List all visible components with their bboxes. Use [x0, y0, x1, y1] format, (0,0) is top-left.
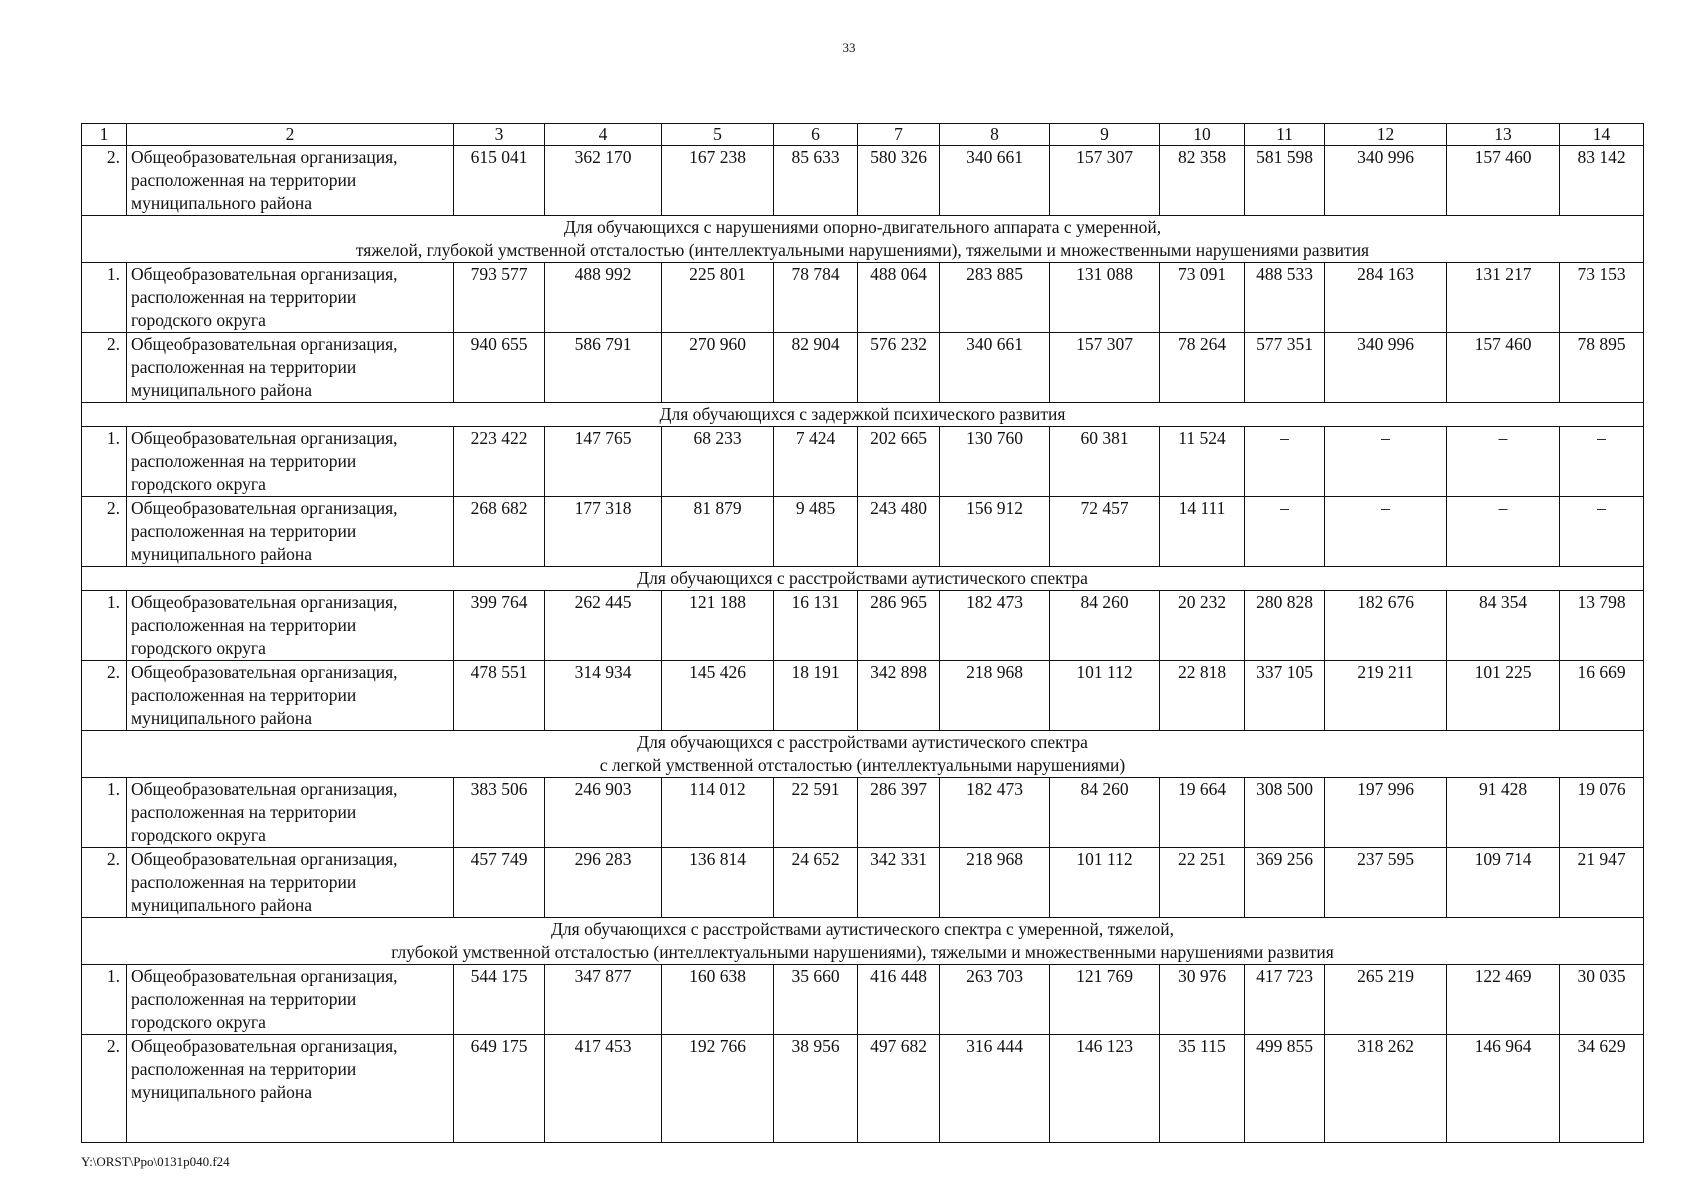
value-cell: 337 105 [1245, 661, 1325, 731]
org-name-line: Общеобразовательная организация, [131, 147, 398, 167]
value-cell: 362 170 [545, 146, 662, 216]
value-cell: 340 996 [1325, 333, 1447, 403]
org-name-line: Общеобразовательная организация, [131, 966, 398, 986]
value-cell: 84 260 [1050, 778, 1160, 848]
section-header-row [82, 567, 1644, 591]
org-name-line: Общеобразовательная организация, [131, 662, 398, 682]
value-cell: 369 256 [1245, 848, 1325, 918]
value-cell: 284 163 [1325, 263, 1447, 333]
value-cell: 73 091 [1160, 263, 1245, 333]
value-cell: 457 749 [454, 848, 545, 918]
value-cell: 16 131 [774, 591, 858, 661]
org-name-cell [127, 778, 454, 848]
value-cell: 20 232 [1160, 591, 1245, 661]
value-cell: 197 996 [1325, 778, 1447, 848]
column-header: 13 [1447, 124, 1560, 146]
value-cell: 286 397 [858, 778, 940, 848]
value-cell: 160 638 [662, 965, 774, 1035]
value-cell: 131 217 [1447, 263, 1560, 333]
value-cell: 497 682 [858, 1035, 940, 1143]
section-title-line: с легкой умственной отсталостью (интеллектуальными нарушениями) [599, 755, 1126, 775]
value-cell: 340 996 [1325, 146, 1447, 216]
value-cell: 22 251 [1160, 848, 1245, 918]
value-cell: 347 877 [545, 965, 662, 1035]
org-name-cell [127, 497, 454, 567]
value-cell: 182 473 [940, 778, 1050, 848]
value-cell: 122 469 [1447, 965, 1560, 1035]
org-name-line: расположенная на территории [131, 521, 357, 541]
org-name-line: городского округа [131, 825, 266, 845]
value-cell: 7 424 [774, 427, 858, 497]
table-row [82, 778, 1644, 848]
value-cell: 280 828 [1245, 591, 1325, 661]
section-header-row [82, 403, 1644, 427]
value-cell: 19 076 [1560, 778, 1644, 848]
table-row [82, 146, 1644, 216]
value-cell: 940 655 [454, 333, 545, 403]
value-cell: 38 956 [774, 1035, 858, 1143]
section-title-cell [82, 731, 1644, 778]
column-header: 9 [1050, 124, 1160, 146]
value-cell: 218 968 [940, 661, 1050, 731]
value-cell: 114 012 [662, 778, 774, 848]
row-index: 2. [82, 661, 127, 731]
value-cell: 167 238 [662, 146, 774, 216]
value-cell: 296 283 [545, 848, 662, 918]
value-cell: 21 947 [1560, 848, 1644, 918]
org-name-cell [127, 333, 454, 403]
page-number: 33 [842, 40, 856, 55]
org-name-line: расположенная на территории [131, 989, 357, 1009]
column-header: 4 [545, 124, 662, 146]
value-cell: 202 665 [858, 427, 940, 497]
value-cell: 101 112 [1050, 661, 1160, 731]
header-row [82, 124, 1644, 146]
org-name-line: расположенная на территории [131, 170, 357, 190]
value-cell: 16 669 [1560, 661, 1644, 731]
value-cell: 580 326 [858, 146, 940, 216]
row-index: 2. [82, 848, 127, 918]
value-cell: 13 798 [1560, 591, 1644, 661]
section-title-line: глубокой умственной отсталостью (интеллектуальными нарушениями), тяжелыми и множественными нарушениями развития [391, 942, 1334, 962]
org-name-cell [127, 591, 454, 661]
value-cell: 136 814 [662, 848, 774, 918]
section-title-line: Для обучающихся с расстройствами аутистического спектра [637, 732, 1088, 752]
value-cell: 218 968 [940, 848, 1050, 918]
section-header-row [82, 731, 1644, 778]
org-name-line: Общеобразовательная организация, [131, 498, 398, 518]
value-cell: 22 591 [774, 778, 858, 848]
value-cell: – [1325, 427, 1447, 497]
row-index: 1. [82, 591, 127, 661]
value-cell: 488 064 [858, 263, 940, 333]
column-header: 7 [858, 124, 940, 146]
org-name-cell [127, 146, 454, 216]
value-cell: 156 912 [940, 497, 1050, 567]
row-index: 2. [82, 146, 127, 216]
org-name-line: расположенная на территории [131, 357, 357, 377]
value-cell: – [1560, 427, 1644, 497]
org-name-line: Общеобразовательная организация, [131, 1036, 398, 1056]
value-cell: 246 903 [545, 778, 662, 848]
value-cell: 84 354 [1447, 591, 1560, 661]
column-header: 2 [127, 124, 454, 146]
value-cell: 101 225 [1447, 661, 1560, 731]
org-name-line: расположенная на территории [131, 287, 357, 307]
org-name-line: Общеобразовательная организация, [131, 592, 398, 612]
org-name-line: городского округа [131, 1012, 266, 1032]
value-cell: 340 661 [940, 333, 1050, 403]
value-cell: 109 714 [1447, 848, 1560, 918]
value-cell: 182 473 [940, 591, 1050, 661]
value-cell: 262 445 [545, 591, 662, 661]
value-cell: 157 460 [1447, 146, 1560, 216]
org-name-cell [127, 848, 454, 918]
org-name-cell [127, 263, 454, 333]
value-cell: 286 965 [858, 591, 940, 661]
value-cell: 219 211 [1325, 661, 1447, 731]
value-cell: 73 153 [1560, 263, 1644, 333]
value-cell: 85 633 [774, 146, 858, 216]
file-path: Y:\ORST\Ppo\0131p040.f24 [81, 1154, 230, 1169]
value-cell: 60 381 [1050, 427, 1160, 497]
value-cell: 130 760 [940, 427, 1050, 497]
column-header: 1 [82, 124, 127, 146]
value-cell: – [1245, 427, 1325, 497]
org-name-line: муниципального района [131, 193, 313, 213]
column-header: 6 [774, 124, 858, 146]
section-title-cell [82, 918, 1644, 965]
value-cell: 544 175 [454, 965, 545, 1035]
value-cell: 308 500 [1245, 778, 1325, 848]
row-index: 1. [82, 965, 127, 1035]
org-name-line: Общеобразовательная организация, [131, 849, 398, 869]
value-cell: 316 444 [940, 1035, 1050, 1143]
value-cell: 177 318 [545, 497, 662, 567]
value-cell: 499 855 [1245, 1035, 1325, 1143]
org-name-line: муниципального района [131, 1082, 313, 1102]
value-cell: 237 595 [1325, 848, 1447, 918]
org-name-line: расположенная на территории [131, 872, 357, 892]
org-name-cell [127, 965, 454, 1035]
column-header: 10 [1160, 124, 1245, 146]
value-cell: 131 088 [1050, 263, 1160, 333]
org-name-cell [127, 427, 454, 497]
org-name-line: муниципального района [131, 708, 313, 728]
column-header: 8 [940, 124, 1050, 146]
value-cell: 383 506 [454, 778, 545, 848]
section-title-cell [82, 216, 1644, 263]
section-title-cell [82, 567, 1644, 591]
value-cell: 35 115 [1160, 1035, 1245, 1143]
value-cell: 225 801 [662, 263, 774, 333]
value-cell: 649 175 [454, 1035, 545, 1143]
row-index: 2. [82, 497, 127, 567]
value-cell: 793 577 [454, 263, 545, 333]
table-row [82, 661, 1644, 731]
org-name-line: муниципального района [131, 895, 313, 915]
value-cell: 417 723 [1245, 965, 1325, 1035]
value-cell: 157 307 [1050, 146, 1160, 216]
column-header: 5 [662, 124, 774, 146]
table-row [82, 848, 1644, 918]
column-header: 11 [1245, 124, 1325, 146]
value-cell: 121 188 [662, 591, 774, 661]
value-cell: 146 964 [1447, 1035, 1560, 1143]
value-cell: 283 885 [940, 263, 1050, 333]
value-cell: 78 895 [1560, 333, 1644, 403]
column-header: 14 [1560, 124, 1644, 146]
value-cell: 342 331 [858, 848, 940, 918]
table-row [82, 965, 1644, 1035]
value-cell: 576 232 [858, 333, 940, 403]
org-name-line: городского округа [131, 638, 266, 658]
section-title-line: Для обучающихся с расстройствами аутистического спектра с умеренной, тяжелой, [551, 919, 1174, 939]
table-row [82, 263, 1644, 333]
section-title-line: Для обучающихся с задержкой психического развития [659, 404, 1066, 424]
value-cell: 577 351 [1245, 333, 1325, 403]
value-cell: 78 784 [774, 263, 858, 333]
org-name-line: Общеобразовательная организация, [131, 779, 398, 799]
row-index: 1. [82, 427, 127, 497]
value-cell: – [1447, 427, 1560, 497]
row-index: 1. [82, 778, 127, 848]
org-name-line: муниципального района [131, 380, 313, 400]
value-cell: 81 879 [662, 497, 774, 567]
value-cell: 72 457 [1050, 497, 1160, 567]
section-header-row [82, 918, 1644, 965]
value-cell: 399 764 [454, 591, 545, 661]
value-cell: 84 260 [1050, 591, 1160, 661]
table-row [82, 1035, 1644, 1143]
org-name-line: Общеобразовательная организация, [131, 264, 398, 284]
value-cell: 24 652 [774, 848, 858, 918]
value-cell: – [1325, 497, 1447, 567]
section-title-line: Для обучающихся с расстройствами аутистического спектра [637, 568, 1088, 588]
value-cell: 615 041 [454, 146, 545, 216]
value-cell: 182 676 [1325, 591, 1447, 661]
section-title-line: Для обучающихся с нарушениями опорно-двигательного аппарата с умеренной, [563, 217, 1162, 237]
value-cell: – [1447, 497, 1560, 567]
org-name-cell [127, 661, 454, 731]
row-index: 2. [82, 333, 127, 403]
value-cell: 318 262 [1325, 1035, 1447, 1143]
table-row [82, 591, 1644, 661]
value-cell: 223 422 [454, 427, 545, 497]
value-cell: 157 307 [1050, 333, 1160, 403]
section-title-line: тяжелой, глубокой умственной отсталостью (интеллектуальными нарушениями), тяжелыми и множественными нарушениями развития [355, 240, 1370, 260]
value-cell: 9 485 [774, 497, 858, 567]
table-row [82, 497, 1644, 567]
value-cell: 417 453 [545, 1035, 662, 1143]
data-table [81, 123, 1644, 1143]
value-cell: 146 123 [1050, 1035, 1160, 1143]
section-header-row [82, 216, 1644, 263]
value-cell: 488 533 [1245, 263, 1325, 333]
org-name-line: расположенная на территории [131, 1059, 357, 1079]
value-cell: 82 904 [774, 333, 858, 403]
value-cell: 157 460 [1447, 333, 1560, 403]
value-cell: 30 035 [1560, 965, 1644, 1035]
value-cell: 263 703 [940, 965, 1050, 1035]
table-row [82, 427, 1644, 497]
value-cell: 243 480 [858, 497, 940, 567]
section-title-cell [82, 403, 1644, 427]
org-name-line: Общеобразовательная организация, [131, 334, 398, 354]
value-cell: 478 551 [454, 661, 545, 731]
org-name-line: муниципального района [131, 544, 313, 564]
org-name-line: расположенная на территории [131, 802, 357, 822]
value-cell: 586 791 [545, 333, 662, 403]
org-name-cell [127, 1035, 454, 1143]
org-name-line: городского округа [131, 474, 266, 494]
org-name-line: расположенная на территории [131, 685, 357, 705]
value-cell: 581 598 [1245, 146, 1325, 216]
org-name-line: городского округа [131, 310, 266, 330]
value-cell: 34 629 [1560, 1035, 1644, 1143]
value-cell: 314 934 [545, 661, 662, 731]
column-header: 12 [1325, 124, 1447, 146]
value-cell: 14 111 [1160, 497, 1245, 567]
value-cell: – [1560, 497, 1644, 567]
value-cell: 91 428 [1447, 778, 1560, 848]
value-cell: 35 660 [774, 965, 858, 1035]
value-cell: 82 358 [1160, 146, 1245, 216]
value-cell: 101 112 [1050, 848, 1160, 918]
value-cell: 416 448 [858, 965, 940, 1035]
org-name-line: расположенная на территории [131, 615, 357, 635]
value-cell: 19 664 [1160, 778, 1245, 848]
value-cell: 121 769 [1050, 965, 1160, 1035]
value-cell: 18 191 [774, 661, 858, 731]
value-cell: 342 898 [858, 661, 940, 731]
column-header: 3 [454, 124, 545, 146]
value-cell: 147 765 [545, 427, 662, 497]
value-cell: 488 992 [545, 263, 662, 333]
value-cell: 265 219 [1325, 965, 1447, 1035]
value-cell: 30 976 [1160, 965, 1245, 1035]
org-name-line: Общеобразовательная организация, [131, 428, 398, 448]
value-cell: 268 682 [454, 497, 545, 567]
value-cell: 145 426 [662, 661, 774, 731]
value-cell: 68 233 [662, 427, 774, 497]
row-index: 1. [82, 263, 127, 333]
table-row [82, 333, 1644, 403]
value-cell: 22 818 [1160, 661, 1245, 731]
value-cell: 83 142 [1560, 146, 1644, 216]
value-cell: – [1245, 497, 1325, 567]
value-cell: 270 960 [662, 333, 774, 403]
value-cell: 340 661 [940, 146, 1050, 216]
row-index: 2. [82, 1035, 127, 1143]
value-cell: 78 264 [1160, 333, 1245, 403]
value-cell: 11 524 [1160, 427, 1245, 497]
value-cell: 192 766 [662, 1035, 774, 1143]
org-name-line: расположенная на территории [131, 451, 357, 471]
